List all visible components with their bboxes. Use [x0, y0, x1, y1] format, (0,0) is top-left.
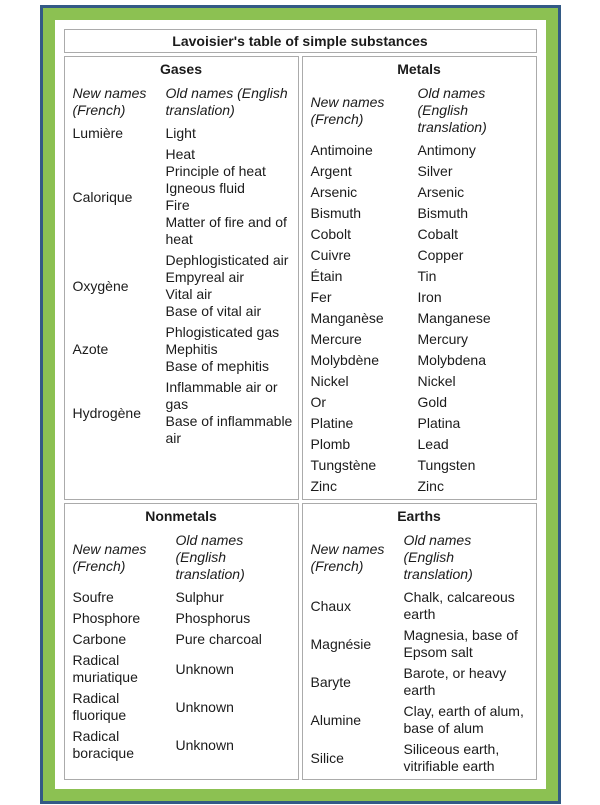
french-name: Lumière	[72, 125, 124, 141]
substance-row	[304, 587, 535, 625]
substance-row	[304, 224, 535, 245]
french-name: Antimoine	[310, 142, 373, 158]
page-title: Lavoisier's table of simple substances	[64, 29, 537, 53]
substance-row	[304, 701, 535, 739]
french-name: Tungstène	[310, 457, 377, 473]
column-header-english	[162, 81, 297, 123]
section-table	[66, 59, 297, 449]
old-name-line: Siliceous earth, vitrifiable earth	[403, 741, 500, 774]
section-table	[304, 506, 535, 777]
old-names	[400, 625, 535, 663]
green-frame	[43, 8, 558, 801]
column-header-french: New names (French)	[72, 85, 147, 118]
old-name-line: Pure charcoal	[175, 631, 262, 647]
french-name: Hydrogène	[72, 404, 141, 421]
section-gases	[64, 56, 299, 500]
substance-row	[304, 625, 535, 663]
old-names	[172, 688, 297, 726]
old-name-line: Arsenic	[417, 184, 465, 200]
column-header-english-label: Old names (English translation)	[403, 532, 473, 582]
old-name-line: Base of vital air	[165, 303, 262, 319]
substance-row	[304, 413, 535, 434]
old-names	[414, 329, 535, 350]
old-name-line: Antimony	[417, 142, 476, 158]
substance-row	[304, 161, 535, 182]
substance-row	[66, 144, 297, 250]
french-name: Phosphore	[72, 610, 141, 626]
old-name-line: Lead	[417, 436, 449, 452]
substance-row	[66, 587, 297, 608]
column-header-english	[400, 528, 535, 587]
substance-row	[304, 392, 535, 413]
column-header-english	[172, 528, 297, 587]
old-names	[172, 629, 297, 650]
column-header-english-label: Old names (English translation)	[165, 85, 288, 118]
old-name-line: Vital air	[165, 286, 212, 302]
old-name-line: Phlogisticated gas	[165, 324, 280, 340]
old-name-line: Tungsten	[417, 457, 476, 473]
old-name-line: Inflammable air or gas	[165, 379, 278, 412]
french-name: Platine	[310, 415, 354, 431]
column-header-french: New names (French)	[310, 93, 385, 127]
old-names	[162, 123, 297, 144]
old-name-line: Base of inflammable air	[165, 413, 293, 446]
substance-row	[304, 371, 535, 392]
section-table	[66, 506, 297, 764]
old-names	[414, 140, 535, 161]
substance-row	[304, 434, 535, 455]
old-name-line: Gold	[417, 394, 448, 410]
old-names	[400, 587, 535, 625]
old-name-line: Phosphorus	[175, 610, 251, 626]
old-name-line: Empyreal air	[165, 269, 245, 285]
column-header-english-label: Old names (English translation)	[417, 85, 487, 135]
section-earths	[302, 503, 537, 780]
substance-row	[66, 377, 297, 449]
old-name-line: Tin	[417, 268, 437, 284]
french-name: Nickel	[310, 373, 349, 389]
column-header-french: New names (French)	[72, 540, 147, 574]
old-names	[414, 392, 535, 413]
substance-row	[304, 739, 535, 777]
old-name-line: Heat	[165, 146, 196, 162]
old-names	[414, 245, 535, 266]
section-nonmetals	[64, 503, 299, 780]
french-name: Silice	[310, 749, 344, 766]
old-name-line: Mephitis	[165, 341, 218, 357]
french-name: Arsenic	[310, 184, 358, 200]
old-names	[162, 144, 297, 250]
old-names	[162, 322, 297, 377]
old-names	[414, 371, 535, 392]
old-name-line: Platina	[417, 415, 461, 431]
section-metals	[302, 56, 537, 500]
substance-row	[66, 629, 297, 650]
old-names	[414, 182, 535, 203]
table-paper	[55, 20, 546, 789]
substance-row	[304, 476, 535, 497]
french-name: Magnésie	[310, 635, 372, 652]
old-name-line: Magnesia, base of Epsom salt	[403, 627, 518, 660]
old-names	[414, 266, 535, 287]
old-name-line: Igneous fluid	[165, 180, 245, 196]
substance-row	[304, 350, 535, 371]
french-name: Chaux	[310, 597, 351, 614]
old-names	[414, 287, 535, 308]
substance-row	[304, 203, 535, 224]
french-name: Carbone	[72, 631, 127, 647]
french-name: Cobolt	[310, 226, 351, 242]
old-names	[172, 608, 297, 629]
french-name: Étain	[310, 268, 343, 284]
old-names	[172, 726, 297, 764]
old-name-line: Barote, or heavy earth	[403, 665, 507, 698]
substance-row	[304, 140, 535, 161]
substance-row	[66, 608, 297, 629]
substance-row	[66, 123, 297, 144]
old-names	[414, 413, 535, 434]
old-name-line: Matter of fire and of heat	[165, 214, 287, 247]
old-names	[172, 650, 297, 688]
substance-row	[66, 322, 297, 377]
old-names	[162, 377, 297, 449]
column-header-english	[414, 81, 535, 140]
old-names	[414, 476, 535, 497]
old-names	[172, 587, 297, 608]
french-name: Mercure	[310, 331, 362, 347]
column-header-english-label: Old names (English translation)	[175, 532, 245, 582]
french-name: Or	[310, 394, 327, 410]
french-name: Radical fluorique	[72, 690, 127, 723]
old-name-line: Nickel	[417, 373, 456, 389]
french-name: Bismuth	[310, 205, 362, 221]
french-name: Argent	[310, 163, 352, 179]
french-name: Manganèse	[310, 310, 384, 326]
substance-row	[304, 329, 535, 350]
section-title: Nonmetals	[145, 508, 217, 524]
section-table	[304, 59, 535, 497]
old-name-line: Manganese	[417, 310, 491, 326]
old-name-line: Unknown	[175, 660, 234, 677]
old-name-line: Chalk, calcareous earth	[403, 589, 515, 622]
old-name-line: Light	[165, 125, 196, 141]
lavoisier-table	[61, 26, 540, 783]
french-name: Plomb	[310, 436, 351, 452]
old-names	[414, 203, 535, 224]
old-name-line: Copper	[417, 247, 464, 263]
substance-row	[304, 455, 535, 476]
french-name: Calorique	[72, 188, 133, 205]
old-names	[414, 455, 535, 476]
french-name: Oxygène	[72, 277, 129, 294]
old-names	[400, 701, 535, 739]
old-names	[414, 434, 535, 455]
old-name-line: Iron	[417, 289, 442, 305]
old-name-line: Mercury	[417, 331, 469, 347]
substance-row	[304, 245, 535, 266]
old-names	[414, 224, 535, 245]
substance-row	[66, 650, 297, 688]
substance-row	[304, 663, 535, 701]
old-names	[400, 663, 535, 701]
column-header-french: New names (French)	[310, 540, 385, 574]
substance-row	[304, 308, 535, 329]
old-name-line: Unknown	[175, 698, 234, 715]
french-name: Radical muriatique	[72, 652, 138, 685]
old-name-line: Principle of heat	[165, 163, 266, 179]
old-name-line: Bismuth	[417, 205, 469, 221]
old-name-line: Base of mephitis	[165, 358, 269, 374]
section-title: Earths	[397, 508, 441, 524]
old-name-line: Silver	[417, 163, 453, 179]
old-names	[414, 308, 535, 329]
french-name: Baryte	[310, 673, 351, 690]
old-name-line: Molybdena	[417, 352, 486, 368]
old-name-line: Sulphur	[175, 589, 224, 605]
french-name: Alumine	[310, 711, 362, 728]
substance-row	[66, 688, 297, 726]
french-name: Molybdène	[310, 352, 379, 368]
french-name: Radical boracique	[72, 728, 134, 761]
old-name-line: Dephlogisticated air	[165, 252, 289, 268]
substance-row	[66, 726, 297, 764]
french-name: Soufre	[72, 589, 114, 605]
french-name: Fer	[310, 289, 332, 305]
french-name: Zinc	[310, 478, 337, 494]
french-name: Cuivre	[310, 247, 351, 263]
substance-row	[304, 182, 535, 203]
old-names	[414, 350, 535, 371]
french-name: Azote	[72, 341, 109, 357]
old-name-line: Clay, earth of alum, base of alum	[403, 703, 524, 736]
old-name-line: Cobalt	[417, 226, 458, 242]
substance-row	[304, 266, 535, 287]
framed-panel	[40, 5, 561, 804]
section-title: Gases	[159, 61, 203, 77]
old-names	[414, 161, 535, 182]
old-name-line: Zinc	[417, 478, 444, 494]
section-title: Metals	[397, 61, 441, 77]
old-name-line: Unknown	[175, 736, 234, 753]
substance-row	[304, 287, 535, 308]
old-names	[162, 250, 297, 322]
substance-row	[66, 250, 297, 322]
old-names	[400, 739, 535, 777]
old-name-line: Fire	[165, 197, 190, 213]
